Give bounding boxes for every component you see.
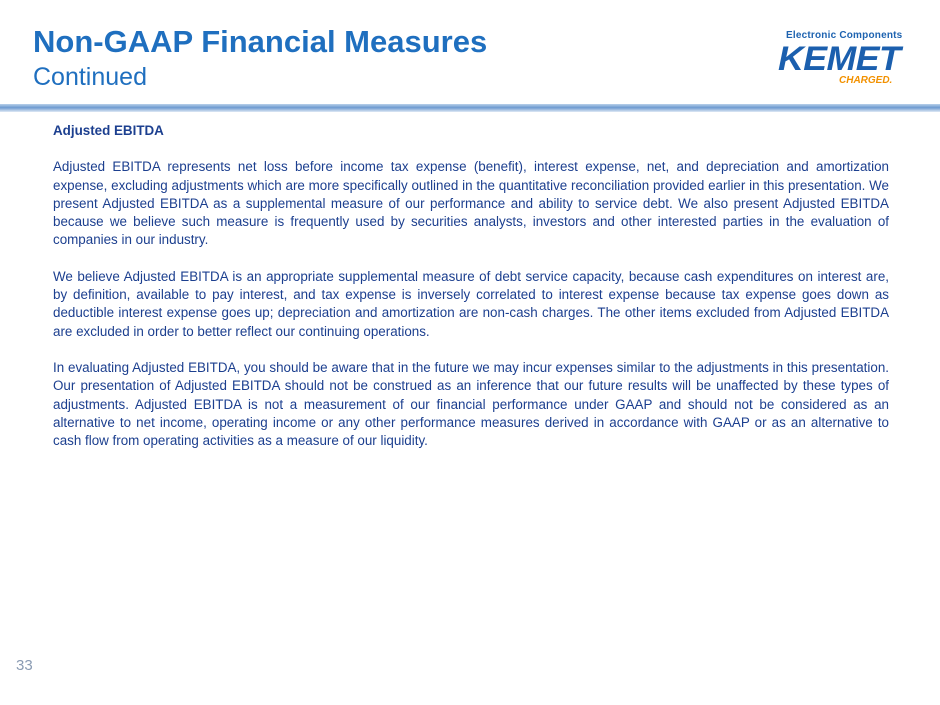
logo-wordmark: KEMET (778, 40, 901, 78)
page-number: 33 (16, 657, 33, 674)
paragraph-debt-service: We believe Adjusted EBITDA is an appropriate supplemental measure of debt service capacity, because cash expenditures on interest are, by definition, available to pay interest, and tax expense is inversely correlated to interest expense because tax expense goes down as deductible interest expense goes up; depreciation and amortization are non-cash charges. The other items excluded from Adjusted EBITDA are excluded in order to better reflect our continuing operations. (53, 268, 889, 339)
header-divider (0, 104, 940, 112)
paragraph-limitations: In evaluating Adjusted EBITDA, you should be aware that in the future we may incur expenses similar to the adjustments in this presentation. Our presentation of Adjusted EBITDA should not be construed as an inference that our future results will be unaffected by these types of adjustments. Adjusted EBITDA is not a measurement of our financial performance under GAAP and should not be considered as an alternative to net income, operating income or any other performance measures derived in accordance with GAAP or as an alternative to cash flow from operating activities as a measure of our liquidity. (53, 359, 889, 449)
logo-tagline-bottom: CHARGED. (839, 75, 893, 86)
logo-tagline-top: Electronic Components (786, 30, 903, 41)
page-title: Non-GAAP Financial Measures (33, 24, 488, 59)
section-heading: Adjusted EBITDA (53, 123, 164, 138)
kemet-logo (776, 30, 916, 88)
paragraph-definition: Adjusted EBITDA represents net loss before income tax expense (benefit), interest expense, net, and depreciation and amortization expense, excluding adjustments which are more specifically outlined in the quantitative reconciliation provided earlier in this presentation. We present Adjusted EBITDA as a supplemental measure of our performance and ability to service debt. We also present Adjusted EBITDA because we believe such measure is frequently used by securities analysts, investors and other interested parties in the evaluation of companies in our industry. (53, 159, 889, 248)
page-subtitle: Continued (33, 63, 147, 91)
body-content (53, 122, 889, 468)
